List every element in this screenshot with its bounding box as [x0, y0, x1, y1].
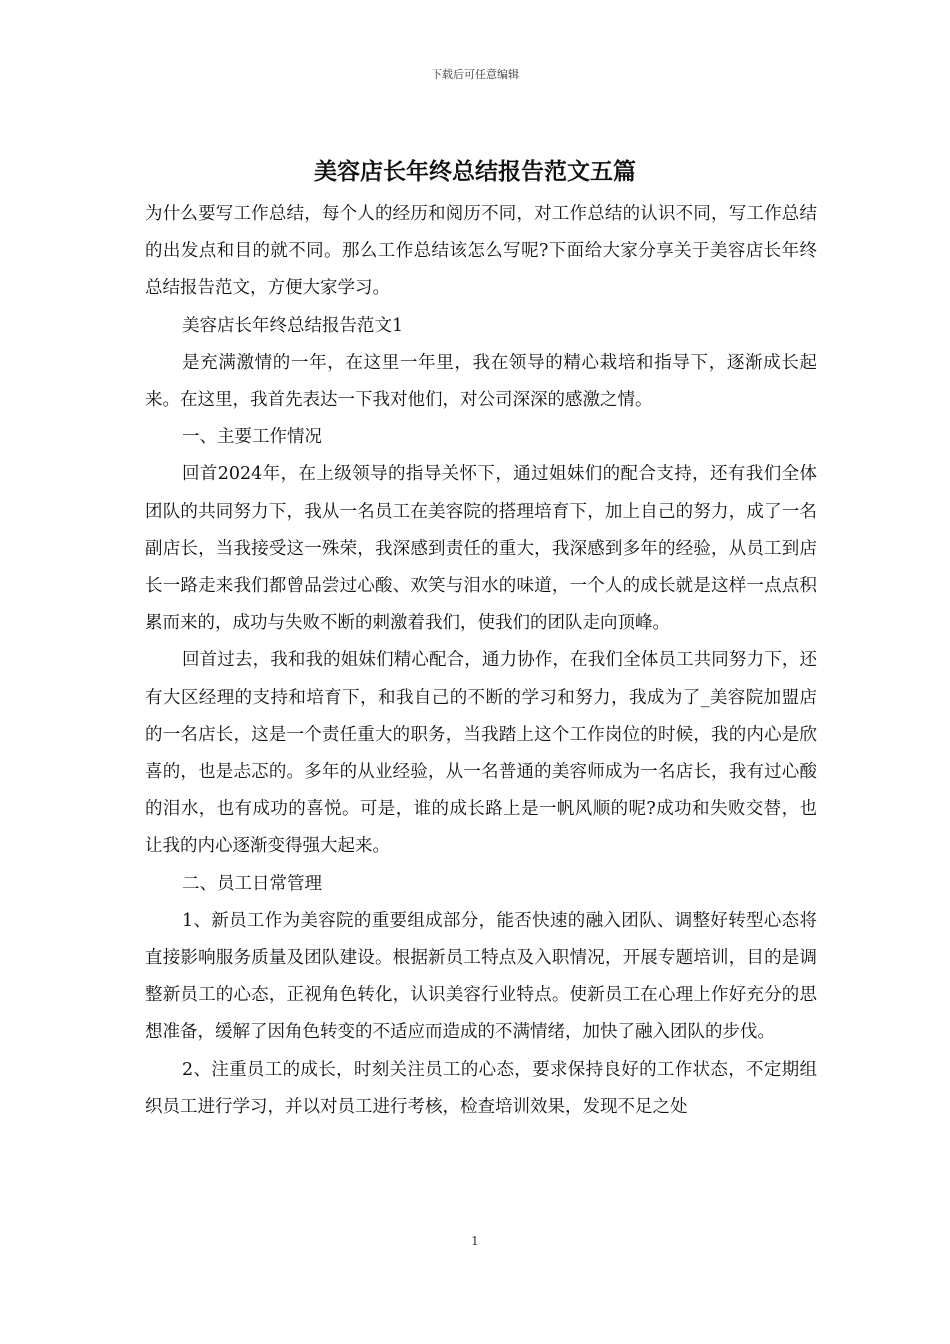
- section-heading-work-status: 一、主要工作情况: [182, 427, 322, 448]
- page-header-note: 下载后可任意编辑: [431, 68, 519, 81]
- document-body: [145, 196, 817, 1126]
- paragraph: 2、注重员工的成长，时刻关注员工的心态，要求保持良好的工作状态，不定期组织员工进行学习，并以对员工进行考核，检查培训效果，发现不足之处: [145, 1059, 817, 1117]
- document-title: 美容店长年终总结报告范文五篇: [314, 158, 636, 185]
- paragraph: 是充满激情的一年，在这里一年里，我在领导的精心栽培和指导下，逐渐成长起来。在这里，我首先表达一下我对他们，对公司深深的感激之情。: [145, 352, 817, 411]
- page-number: 1: [471, 1234, 479, 1248]
- paragraph: 回首2024年，在上级领导的指导关怀下，通过姐妹们的配合支持，还有我们全体团队的共同努力下，我从一名员工在美容院的搭理培育下，加上自己的努力，成了一名副店长，当我接受这一殊荣，我深感到责任的重大，我深感到多年的经验，从员工到店长一路走来我们都曾品尝过心酸、欢笑与泪水的味道，一个人的成长就是这样一点点积累而来的，成功与失败不断的刺激着我们，使我们的团队走向顶峰。: [145, 464, 817, 634]
- paragraph: 1、新员工作为美容院的重要组成部分，能否快速的融入团队、调整好转型心态将直接影响服务质量及团队建设。根据新员工特点及入职情况，开展专题培训，目的是调整新员工的心态，正视角色转化，认识美容行业特点。使新员工在心理上作好充分的思想准备，缓解了因角色转变的不适应而造成的不满情绪，加快了融入团队的步伐。: [145, 910, 817, 1043]
- paragraph: 回首过去，我和我的姐妹们精心配合，通力协作，在我们全体员工共同努力下，还有大区经理的支持和培育下，和我自己的不断的学习和努力，我成为了_美容院加盟店的一名店长，这是一个责任重大的职务，当我踏上这个工作岗位的时候，我的内心是欣喜的，也是忐忑的。多年的从业经验，从一名普通的美容师成为一名店长，我有过心酸的泪水，也有成功的喜悦。可是，谁的成长路上是一帆风顺的呢?成功和失败交替，也让我的内心逐渐变得强大起来。: [145, 650, 817, 857]
- section-heading-essay-1: 美容店长年终总结报告范文1: [182, 315, 404, 336]
- paragraph-intro: 为什么要写工作总结，每个人的经历和阅历不同，对工作总结的认识不同，写工作总结的出发点和目的就不同。那么工作总结该怎么写呢?下面给大家分享关于美容店长年终总结报告范文，方便大家学习。: [145, 204, 817, 299]
- section-heading-staff-management: 二、员工日常管理: [182, 873, 322, 894]
